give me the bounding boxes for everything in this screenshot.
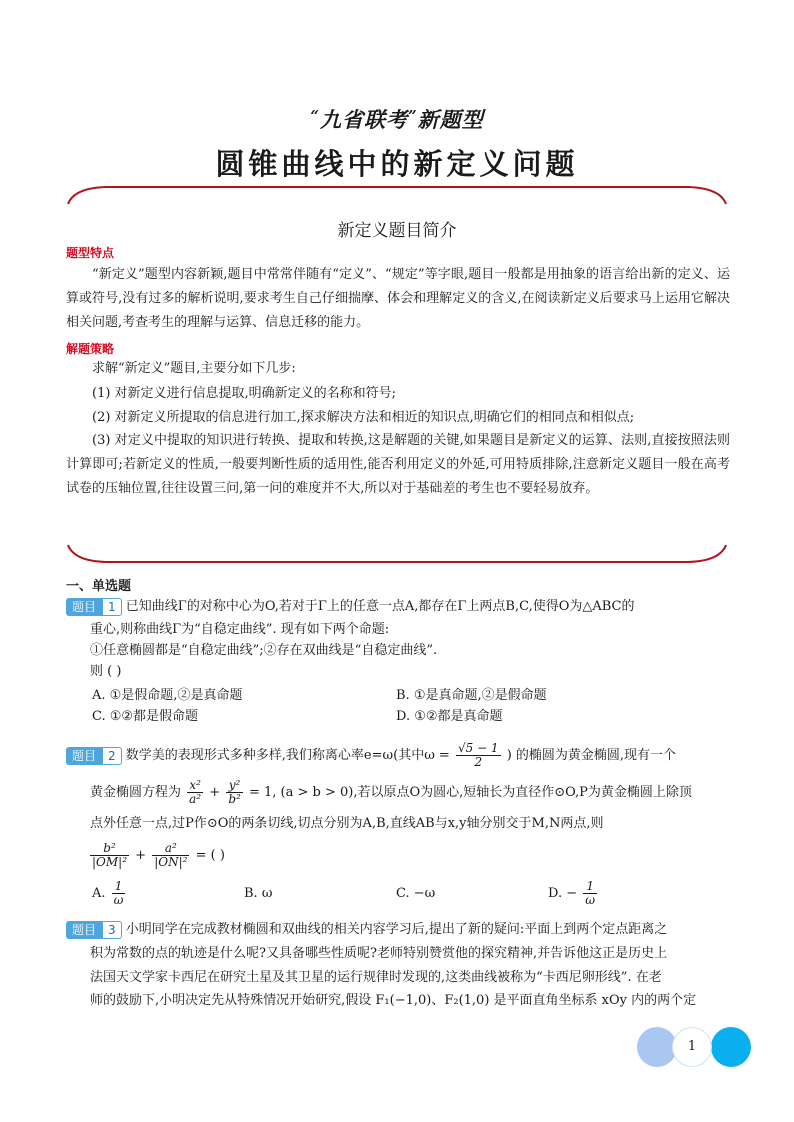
section-heading: 一、单选题 — [66, 579, 132, 594]
y-squared-fraction: $\frac{\text{y²}}{\text{b²}}$ — [228, 778, 241, 806]
page-title: 圆锥曲线中的新定义问题 — [215, 147, 579, 181]
option-1-a[interactable]: A. ①是假命题,②是真命题 — [92, 688, 243, 703]
intro-title: 新定义题目简介 — [337, 221, 457, 241]
question-3-line-2: 积为常数的点的轨迹是什么呢?又具备哪些性质呢?老师特别赞赏他的探究精神,并告诉他这正是历史上 — [90, 946, 668, 961]
option-1-b[interactable]: B. ①是真命题,②是假命题 — [396, 688, 547, 703]
question-tag: 题目 3 — [66, 921, 122, 939]
strategy-step-2: (2) 对新定义所提取的信息进行加工,探求解决方法和相近的知识点,明确它们的相同点和相似点; — [92, 410, 635, 425]
question-2-line-4: $\frac{\text{b²}}{\text{|OM|²}}$ + $\frac{\text{a²}}{\text{|ON|²}}$ = ( ) — [92, 841, 225, 869]
question-1-line-4: 则 ( ) — [90, 664, 122, 679]
question-2-line-1: 题目 2 数学美的表现形式多种多样,我们称离心率e=ω(其中ω = $\frac{√5 - 1}{2}$ ) 的椭圆为黄金椭圆,现有一个 — [66, 742, 676, 769]
question-3-line-1: 题目 3 小明同学在完成教材椭圆和双曲线的相关内容学习后,提出了新的疑问:平面上到两个定点距离之 — [66, 920, 667, 940]
open-quote: “ — [310, 107, 320, 125]
option-1-d[interactable]: D. ①②都是真命题 — [396, 709, 503, 724]
question-3-line-3: 法国天文学家卡西尼在研究土星及其卫星的运行规律时发现的,这类曲线被称为“卡西尼卵形线”. 在老 — [90, 970, 662, 985]
top-divider-arc — [66, 184, 728, 206]
option-2-a[interactable]: A. $\frac{1}{\omega}$ — [92, 879, 124, 907]
page-number-badge — [637, 1027, 751, 1067]
question-2-line-3: 点外任意一点,过P作⊙O的两条切线,切点分别为A,B,直线AB与x,y轴分别交于M,N两点,则 — [90, 816, 604, 831]
feature-label: 题型特点 — [66, 246, 115, 260]
question-1-line-2: 重心,则称曲线Γ为“自稳定曲线”. 现有如下两个命题: — [90, 622, 390, 637]
strategy-step-3 — [66, 429, 730, 501]
pager-right-circle — [711, 1027, 751, 1067]
page-number: 1 — [672, 1027, 712, 1067]
option-1-c[interactable]: C. ①②都是假命题 — [92, 709, 199, 724]
b-over-om-fraction: $\frac{\text{b²}}{\text{|OM|²}}$ — [92, 841, 128, 869]
question-1-line-1: 题目 1 已知曲线Γ的对称中心为O,若对于Γ上的任意一点A,都存在Γ上两点B,C,使得O为△ABC的 — [66, 597, 635, 617]
feature-paragraph — [66, 263, 730, 335]
close-quote: ” — [408, 107, 418, 125]
x-squared-fraction: $\frac{\text{x²}}{\text{a²}}$ — [189, 778, 202, 806]
strategy-label: 解题策略 — [66, 342, 115, 356]
question-tag: 题目 1 — [66, 598, 122, 616]
question-3-line-4: 师的鼓励下,小明决定先从特殊情况开始研究,假设 F₁(−1,0)、F₂(1,0) 是平面直角坐标系 xOy 内的两个定 — [90, 993, 697, 1008]
option-2-c[interactable]: C. −ω — [396, 886, 436, 901]
option-2-d[interactable]: D. − $\frac{1}{\omega}$ — [548, 879, 596, 907]
subtitle-main: 九省联考 — [320, 107, 408, 132]
header-subtitle — [0, 104, 794, 134]
a-over-on-fraction: $\frac{\text{a²}}{\text{|ON|²}}$ — [154, 841, 188, 869]
option-2-b[interactable]: B. ω — [244, 886, 273, 901]
subtitle-suffix: 新题型 — [417, 107, 484, 132]
golden-ratio-fraction: $\frac{√5 - 1}{2}$ — [457, 741, 499, 769]
question-tag: 题目 2 — [66, 747, 122, 765]
question-2-line-2: 黄金椭圆方程为 $\frac{\text{x²}}{\text{a²}}$ + $\frac{\text{y²}}{\text{b²}}$ = 1, (a > b > 0),若以原点O为圆心,短轴长为直径作⊙O,P为黄金椭圆上除顶 — [90, 778, 692, 806]
pager-left-circle — [637, 1027, 677, 1067]
feature-text: “新定义”题型内容新颖,题目中常常伴随有“定义”、“规定”等字眼,题目一般都是用抽象的语言给出新的定义、运算或符号,没有过多的解析说明,要求考生自己仔细揣摩、体会和理解定义的含义,在阅读新定义后要求马上运用它解决相关问题,考查考生的理解与运算、信息迁移的能力。 — [66, 267, 730, 330]
strategy-step-1: (1) 对新定义进行信息提取,明确新定义的名称和符号; — [92, 386, 397, 401]
bottom-divider-arc — [66, 543, 728, 565]
step3-text: (3) 对定义中提取的知识进行转换、提取和转换,这是解题的关键,如果题目是新定义的运算、法则,直接按照法则计算即可;若新定义的性质,一般要判断性质的适用性,能否利用定义的外延,可用特质排除,注意新定义题目一般在高考试卷的压轴位置,往往设置三问,第一问的难度并不大,所以对于基础差的考生也不要轻易放弃。 — [66, 433, 730, 496]
question-1-line-3: ①任意椭圆都是“自稳定曲线”;②存在双曲线是“自稳定曲线”. — [90, 643, 438, 658]
strategy-lead: 求解“新定义”题目,主要分如下几步: — [92, 361, 296, 376]
